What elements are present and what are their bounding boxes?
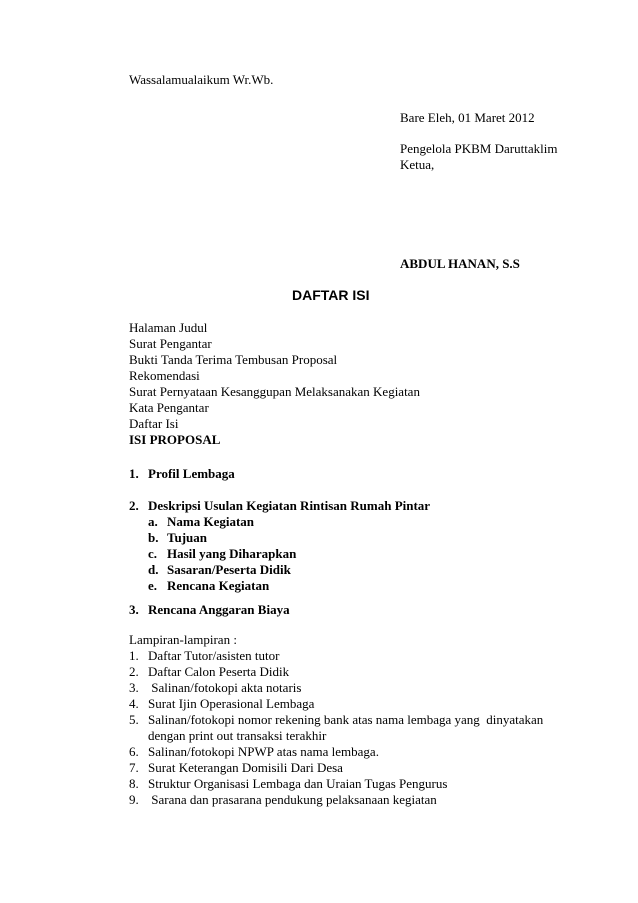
subsection-title: Hasil yang Diharapkan bbox=[167, 546, 297, 561]
attachment-text: Struktur Organisasi Lembaga dan Uraian Tugas Pengurus bbox=[148, 776, 448, 791]
attachment-text: Surat Keterangan Domisili Dari Desa bbox=[148, 760, 343, 775]
organization-line: Pengelola PKBM Daruttaklim bbox=[400, 141, 558, 156]
attachment-number: 8. bbox=[129, 776, 139, 791]
toc-front-item: Daftar Isi bbox=[129, 416, 179, 431]
attachment-number: 7. bbox=[129, 760, 139, 775]
section-heading: ISI PROPOSAL bbox=[129, 432, 221, 447]
attachment-text-continuation: dengan print out transaksi terakhir bbox=[148, 728, 327, 743]
attachment-number: 6. bbox=[129, 744, 139, 759]
subsection-letter: c. bbox=[148, 546, 158, 561]
attachment-number: 9. bbox=[129, 792, 139, 807]
subsection-letter: b. bbox=[148, 530, 159, 545]
chapter-title: Rencana Anggaran Biaya bbox=[148, 602, 290, 617]
toc-front-item: Surat Pengantar bbox=[129, 336, 212, 351]
subsection-letter: e. bbox=[148, 578, 158, 593]
attachment-text: Surat Ijin Operasional Lembaga bbox=[148, 696, 315, 711]
subsection-title: Nama Kegiatan bbox=[167, 514, 255, 529]
chapter-title: Deskripsi Usulan Kegiatan Rintisan Rumah Pintar bbox=[148, 498, 431, 513]
attachment-text: Sarana dan prasarana pendukung pelaksanaan kegiatan bbox=[148, 792, 437, 807]
attachment-number: 2. bbox=[129, 664, 139, 679]
chapter-number: 2. bbox=[129, 498, 139, 513]
subsection-title: Sasaran/Peserta Didik bbox=[167, 562, 291, 577]
attachment-text: Salinan/fotokopi NPWP atas nama lembaga. bbox=[148, 744, 379, 759]
attachments-heading: Lampiran-lampiran : bbox=[129, 632, 237, 647]
attachment-text: Daftar Calon Peserta Didik bbox=[148, 664, 290, 679]
attachment-number: 3. bbox=[129, 680, 139, 695]
toc-front-item: Rekomendasi bbox=[129, 368, 200, 383]
subsection-title: Rencana Kegiatan bbox=[167, 578, 270, 593]
attachment-text: Salinan/fotokopi nomor rekening bank atas nama lembaga yang dinyatakan bbox=[148, 712, 544, 727]
chapter-title: Profil Lembaga bbox=[148, 466, 235, 481]
chapter-number: 1. bbox=[129, 466, 139, 481]
subsection-title: Tujuan bbox=[167, 530, 207, 545]
toc-front-item: Surat Pernyataan Kesanggupan Melaksanakan Kegiatan bbox=[129, 384, 420, 399]
place-date: Bare Eleh, 01 Maret 2012 bbox=[400, 110, 535, 125]
attachment-number: 1. bbox=[129, 648, 139, 663]
toc-front-item: Bukti Tanda Terima Tembusan Proposal bbox=[129, 352, 338, 367]
toc-title: DAFTAR ISI bbox=[292, 287, 370, 303]
subsection-letter: a. bbox=[148, 514, 158, 529]
toc-front-item: Kata Pengantar bbox=[129, 400, 209, 415]
attachment-number: 4. bbox=[129, 696, 139, 711]
signatory-name: ABDUL HANAN, S.S bbox=[400, 256, 520, 271]
subsection-letter: d. bbox=[148, 562, 159, 577]
attachment-text: Daftar Tutor/asisten tutor bbox=[148, 648, 280, 663]
position-title: Ketua, bbox=[400, 157, 435, 172]
attachment-number: 5. bbox=[129, 712, 139, 727]
chapter-number: 3. bbox=[129, 602, 139, 617]
attachment-text: Salinan/fotokopi akta notaris bbox=[148, 680, 302, 695]
toc-front-item: Halaman Judul bbox=[129, 320, 208, 335]
closing-salutation: Wassalamualaikum Wr.Wb. bbox=[129, 72, 274, 87]
